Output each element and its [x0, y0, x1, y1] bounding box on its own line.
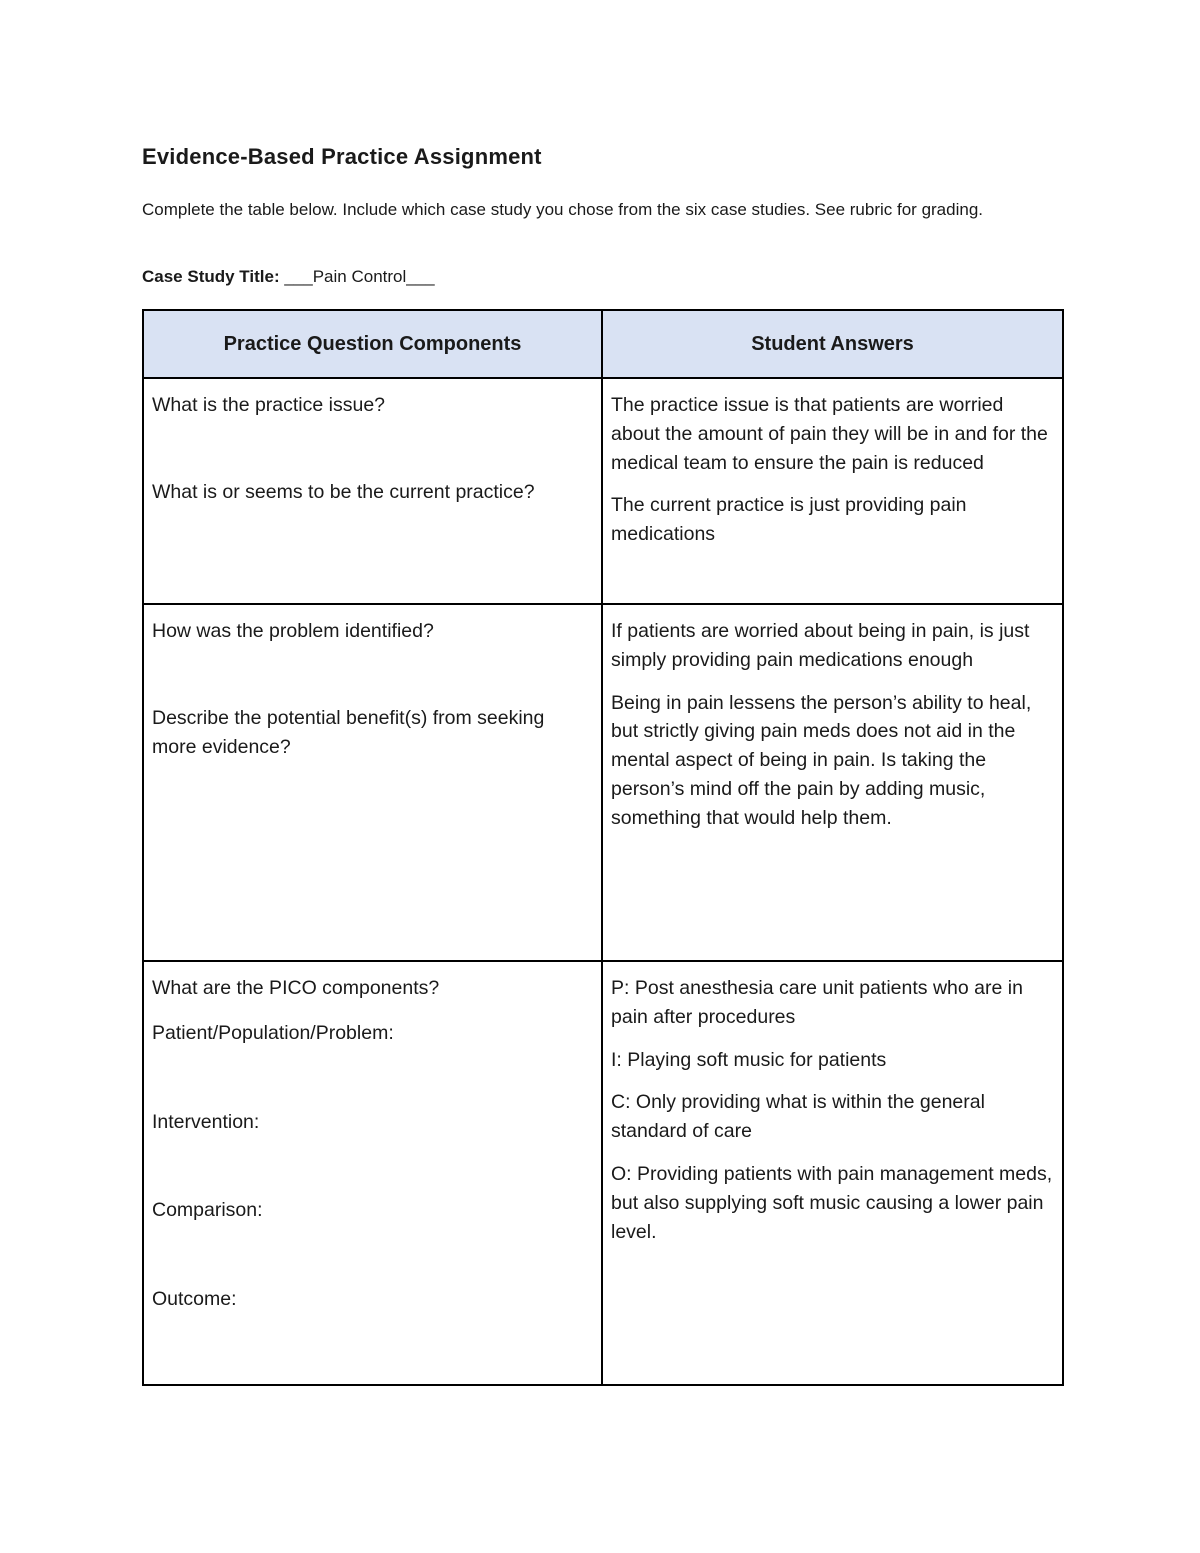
- header-student-answers: Student Answers: [602, 310, 1063, 378]
- question-cell: [143, 604, 602, 961]
- pico-comparison-label: Comparison:: [152, 1199, 263, 1222]
- question-current-practice: What is or seems to be the current practice?: [152, 480, 535, 503]
- answer-pico-intervention: I: Playing soft music for patients: [611, 1048, 887, 1071]
- pico-outcome-label: Outcome:: [152, 1288, 237, 1311]
- question-problem-identified: How was the problem identified?: [152, 620, 434, 642]
- question-practice-issue: What is the practice issue?: [152, 394, 386, 416]
- answer-pico-outcome: O: Providing patients with pain management meds, but also supplying soft music causing a lower pain level.: [611, 1162, 1053, 1243]
- answer-cell: [602, 378, 1063, 604]
- question-cell: [143, 378, 602, 604]
- answer-current-practice: The current practice is just providing pain medications: [611, 494, 967, 546]
- table-row: [143, 378, 1063, 604]
- practice-question-table: [142, 309, 1064, 1386]
- pico-patient-label: Patient/Population/Problem:: [152, 1021, 394, 1044]
- instructions-text: Complete the table below. Include which case study you chose from the six case studies. See rubric for grading.: [142, 200, 984, 219]
- table-header-row: [143, 310, 1063, 378]
- answer-potential-benefit: Being in pain lessens the person’s ability to heal, but strictly giving pain meds does not aid in the mental aspect of being in pain. Is taking the person’s mind off the pain by adding music, something that would help them.: [611, 691, 1032, 829]
- header-components: Practice Question Components: [143, 310, 602, 378]
- case-study-value: ___Pain Control___: [279, 267, 435, 286]
- answer-pico-comparison: C: Only providing what is within the general standard of care: [611, 1091, 985, 1143]
- answer-cell: [602, 604, 1063, 961]
- answer-pico-patient: P: Post anesthesia care unit patients who are in pain after procedures: [611, 977, 1023, 1028]
- question-potential-benefit: Describe the potential benefit(s) from seeking more evidence?: [152, 706, 545, 758]
- answer-problem-identified: If patients are worried about being in pain, is just simply providing pain medications enough: [611, 620, 1030, 671]
- pico-intervention-label: Intervention:: [152, 1110, 260, 1133]
- answer-cell: [602, 961, 1063, 1385]
- question-cell: [143, 961, 602, 1385]
- document-title: Evidence-Based Practice Assignment: [142, 144, 542, 169]
- case-study-label: Case Study Title:: [142, 267, 280, 286]
- answer-practice-issue: The practice issue is that patients are worried about the amount of pain they will be in and for the medical team to ensure the pain is reduced: [611, 394, 1048, 474]
- question-pico: What are the PICO components?: [152, 977, 440, 999]
- case-study-line: [142, 267, 435, 287]
- table-row: [143, 961, 1063, 1385]
- table-row: [143, 604, 1063, 961]
